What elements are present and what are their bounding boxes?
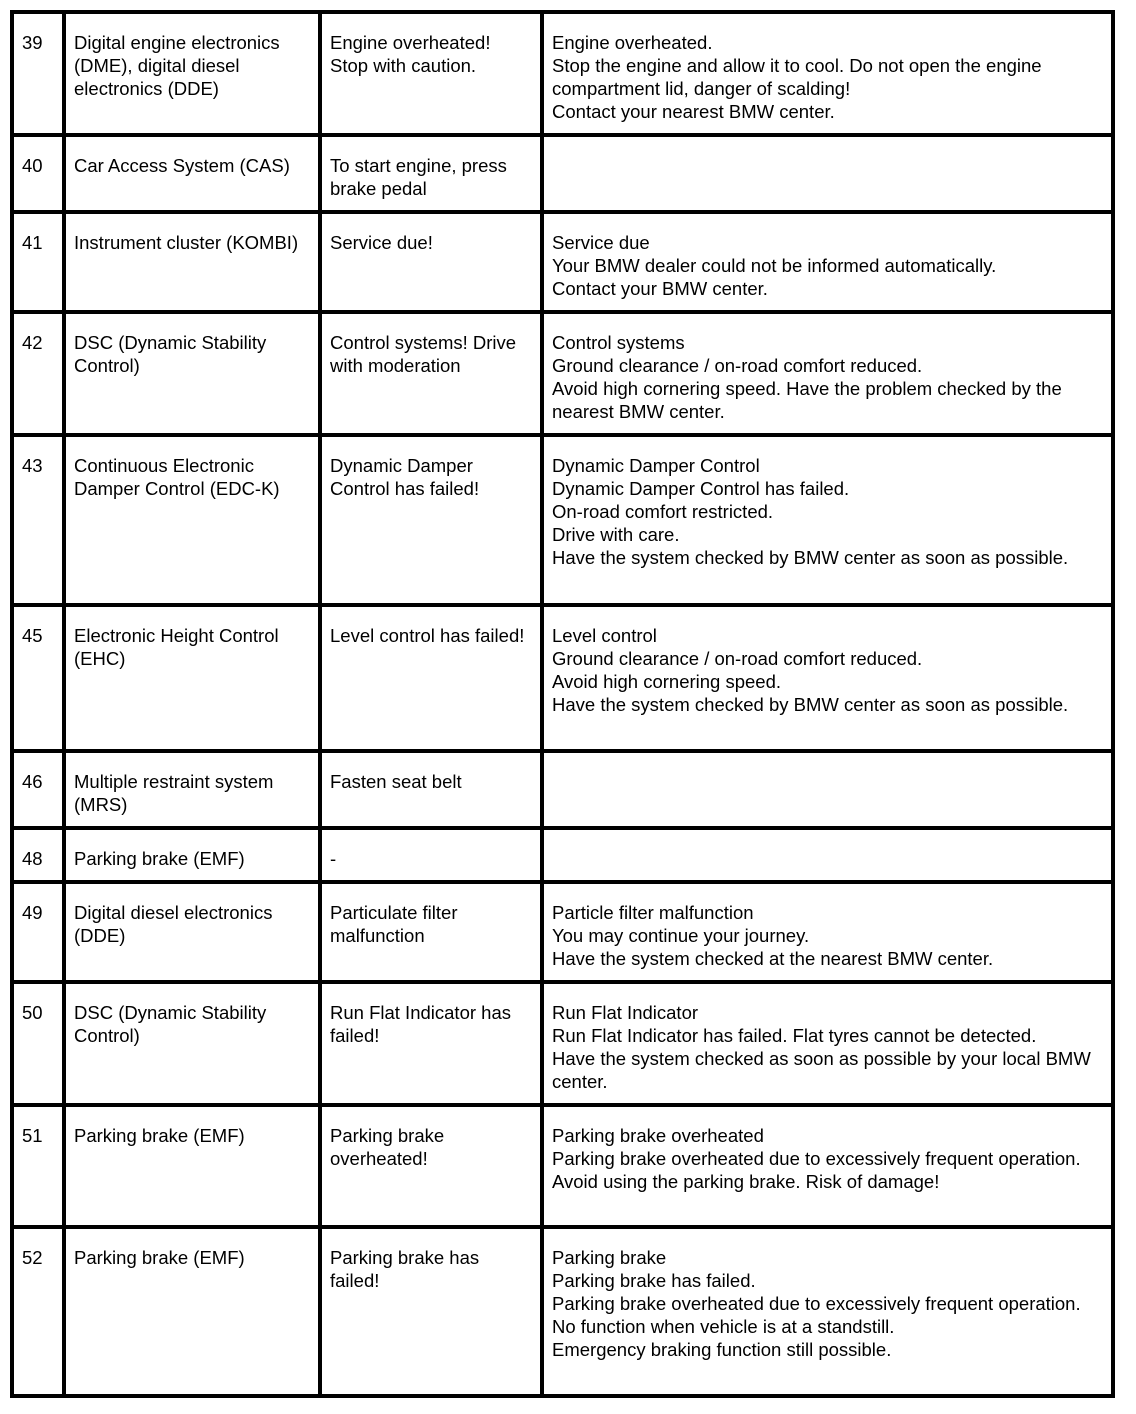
detail-line: Have the system checked by BMW center as soon as possible. bbox=[552, 694, 1069, 715]
detail-line: Level control bbox=[552, 625, 657, 646]
detail-line: Have the system checked as soon as possible by your local BMW center. bbox=[552, 1048, 1091, 1092]
display-message: Parking brake has failed! bbox=[320, 1227, 542, 1396]
message-number: 48 bbox=[12, 828, 64, 882]
message-details bbox=[542, 312, 1113, 435]
detail-line: Parking brake bbox=[552, 1247, 667, 1268]
detail-line: Avoid using the parking brake. Risk of damage! bbox=[552, 1171, 940, 1192]
display-message: - bbox=[320, 828, 542, 882]
table-row bbox=[12, 1227, 1113, 1396]
detail-line: Emergency braking function still possible. bbox=[552, 1339, 892, 1360]
detail-line: Parking brake has failed. bbox=[552, 1270, 756, 1291]
display-message: Run Flat Indicator has failed! bbox=[320, 982, 542, 1105]
message-number: 45 bbox=[12, 605, 64, 751]
table-row bbox=[12, 312, 1113, 435]
display-message: Level control has failed! bbox=[320, 605, 542, 751]
message-details bbox=[542, 1227, 1113, 1396]
message-number: 51 bbox=[12, 1105, 64, 1227]
message-details bbox=[542, 751, 1113, 828]
detail-line: Parking brake overheated due to excessively frequent operation. bbox=[552, 1293, 1081, 1314]
detail-line: On-road comfort restricted. bbox=[552, 501, 774, 522]
message-number: 42 bbox=[12, 312, 64, 435]
system-name: Instrument cluster (KOMBI) bbox=[64, 212, 320, 312]
system-name: DSC (Dynamic Stability Control) bbox=[64, 982, 320, 1105]
detail-line: Have the system checked at the nearest BMW center. bbox=[552, 948, 994, 969]
detail-line: Engine overheated. bbox=[552, 32, 713, 53]
detail-line: No function when vehicle is at a standstill. bbox=[552, 1316, 895, 1337]
table-row bbox=[12, 135, 1113, 212]
detail-line: Avoid high cornering speed. bbox=[552, 671, 782, 692]
table-body bbox=[12, 12, 1113, 1396]
detail-line: Run Flat Indicator bbox=[552, 1002, 699, 1023]
display-message: Service due! bbox=[320, 212, 542, 312]
system-name: Car Access System (CAS) bbox=[64, 135, 320, 212]
message-details bbox=[542, 435, 1113, 605]
table-row bbox=[12, 12, 1113, 135]
message-details bbox=[542, 828, 1113, 882]
table-row bbox=[12, 435, 1113, 605]
display-message: To start engine, press brake pedal bbox=[320, 135, 542, 212]
detail-line: Particle filter malfunction bbox=[552, 902, 754, 923]
message-details bbox=[542, 135, 1113, 212]
system-name: Electronic Height Control (EHC) bbox=[64, 605, 320, 751]
message-number: 43 bbox=[12, 435, 64, 605]
detail-line: Your BMW dealer could not be informed automatically. bbox=[552, 255, 997, 276]
detail-line: Parking brake overheated bbox=[552, 1125, 764, 1146]
detail-line: Ground clearance / on-road comfort reduced. bbox=[552, 355, 923, 376]
table-row bbox=[12, 751, 1113, 828]
message-details bbox=[542, 882, 1113, 982]
message-details bbox=[542, 605, 1113, 751]
detail-line: Dynamic Damper Control bbox=[552, 455, 760, 476]
message-number: 39 bbox=[12, 12, 64, 135]
message-details bbox=[542, 212, 1113, 312]
detail-line: Avoid high cornering speed. Have the problem checked by the nearest BMW center. bbox=[552, 378, 1062, 422]
detail-line: Contact your nearest BMW center. bbox=[552, 101, 835, 122]
display-message: Dynamic Damper Control has failed! bbox=[320, 435, 542, 605]
message-details bbox=[542, 982, 1113, 1105]
table-row bbox=[12, 982, 1113, 1105]
table-row bbox=[12, 882, 1113, 982]
detail-line: Service due bbox=[552, 232, 650, 253]
detail-line: Ground clearance / on-road comfort reduced. bbox=[552, 648, 923, 669]
display-message: Control systems! Drive with moderation bbox=[320, 312, 542, 435]
detail-line: Have the system checked by BMW center as soon as possible. bbox=[552, 547, 1069, 568]
detail-line: Parking brake overheated due to excessively frequent operation. bbox=[552, 1148, 1081, 1169]
message-number: 52 bbox=[12, 1227, 64, 1396]
message-number: 49 bbox=[12, 882, 64, 982]
message-details bbox=[542, 12, 1113, 135]
system-name: Digital engine electronics (DME), digital diesel electronics (DDE) bbox=[64, 12, 320, 135]
table-row bbox=[12, 828, 1113, 882]
display-message: Parking brake overheated! bbox=[320, 1105, 542, 1227]
detail-line: Run Flat Indicator has failed. Flat tyres cannot be detected. bbox=[552, 1025, 1037, 1046]
message-number: 40 bbox=[12, 135, 64, 212]
detail-line: Stop the engine and allow it to cool. Do not open the engine compartment lid, danger of scalding! bbox=[552, 55, 1042, 99]
message-details bbox=[542, 1105, 1113, 1227]
system-name: Parking brake (EMF) bbox=[64, 1105, 320, 1227]
detail-line: Drive with care. bbox=[552, 524, 680, 545]
message-number: 41 bbox=[12, 212, 64, 312]
system-name: Digital diesel electronics (DDE) bbox=[64, 882, 320, 982]
detail-line: Control systems bbox=[552, 332, 685, 353]
table-row bbox=[12, 605, 1113, 751]
message-number: 46 bbox=[12, 751, 64, 828]
system-name: Continuous Electronic Damper Control (EDC-K) bbox=[64, 435, 320, 605]
system-name: DSC (Dynamic Stability Control) bbox=[64, 312, 320, 435]
table-row bbox=[12, 1105, 1113, 1227]
detail-line: Dynamic Damper Control has failed. bbox=[552, 478, 850, 499]
display-message: Fasten seat belt bbox=[320, 751, 542, 828]
system-name: Parking brake (EMF) bbox=[64, 1227, 320, 1396]
table-row bbox=[12, 212, 1113, 312]
display-message: Engine overheated! Stop with caution. bbox=[320, 12, 542, 135]
detail-line: Contact your BMW center. bbox=[552, 278, 768, 299]
display-message: Particulate filter malfunction bbox=[320, 882, 542, 982]
check-control-table bbox=[10, 10, 1115, 1398]
detail-line: You may continue your journey. bbox=[552, 925, 810, 946]
system-name: Multiple restraint system (MRS) bbox=[64, 751, 320, 828]
message-number: 50 bbox=[12, 982, 64, 1105]
system-name: Parking brake (EMF) bbox=[64, 828, 320, 882]
